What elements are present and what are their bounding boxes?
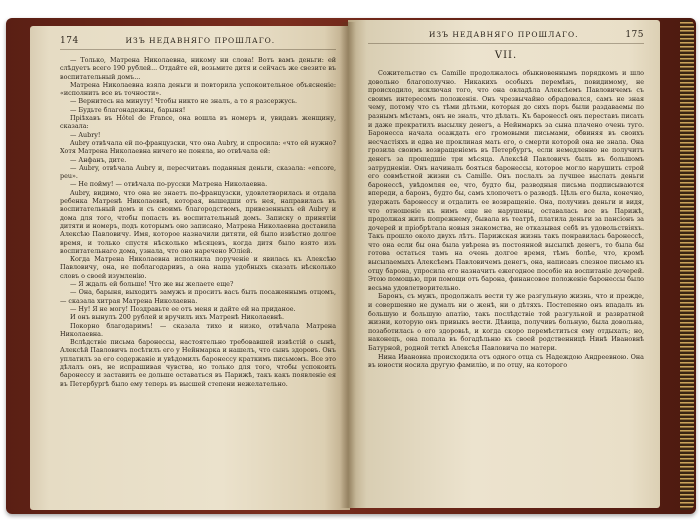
right-page-text xyxy=(368,69,644,370)
left-page-number: 174 xyxy=(60,36,79,46)
right-page-header xyxy=(368,30,644,44)
paragraph: — Анфанъ, дите. xyxy=(70,155,127,164)
paragraph: — Только, Матрена Николаевна, никому ни слова! Вотъ вамъ деньги: ей слѣдуетъ всего 190 рублей... Отдайте ей, возьмите дитя и сейчасъ же свезите въ воспитательный домъ... xyxy=(60,56,336,81)
paragraph: — Aubry, отвѣчала Aubry и, пересчитавъ поданныя деньги, сказала: «encore, peu». xyxy=(60,163,336,181)
right-page-number: 175 xyxy=(625,30,644,40)
paragraph: — Aubry! xyxy=(70,130,101,139)
left-page-header xyxy=(60,36,336,50)
paragraph: — Ну! Я не могу! Поздравьте ее отъ меня и дайте ей на приданое. xyxy=(70,304,296,313)
paragraph: Нина Ивановна происходила отъ одного отца съ Надеждою Андреевною. Она въ юности носила другую фамилію, и по отцу, на которого xyxy=(368,352,644,370)
paragraph: Баронъ, съ мужъ, продолжалъ вести ту же разгульную жизнь, что и прежде, и совершенно не думалъ ни о женѣ, ни о дѣтяхъ. Постепенно онъ впадалъ въ большую и большую апатію, такъ послѣдствіе той разгульной и развратной жизни, которую онъ привыкъ вести. Дѣвица, получивъ больную, была довольна, позаботилась о его здоровьѣ, и когда скоро перемѣститься ему отдыхать; но, наконецъ, она попала въ богадѣльню къ своей родственницѣ Нинѣ Ивановнѣ Батурной, родной теткѣ Алексѣя Павловича по матери. xyxy=(368,292,644,352)
left-running-head: ИЗЪ НЕДАВНЯГО ПРОШЛАГО. xyxy=(125,36,276,45)
paragraph: Когда Матрена Николаевна исполнила порученіе и явилась къ Алексѣю Павловичу, она, не поблагодаривъ, а она наша удобныхъ сказать нѣсколько словъ о своей изумленію. xyxy=(60,255,336,280)
paragraph: — Она, барыня, выходитъ замужъ и проситъ васъ быть посаженнымъ отцомъ, — сказала хитрая Матрена Николаевна. xyxy=(60,288,336,305)
paragraph: Пріѣхавъ въ Hôtel de France, она вошла въ номеръ и, увидавъ женщину, сказала: xyxy=(60,114,336,131)
paragraph: Сожительство съ Camille продолжалось обыкновеннымъ порядкомъ и шло довольно благополучно. Никакихъ особыхъ перемѣнъ, повидимому, не происходило, исключая того, что она овладѣла Алексѣемъ Павловичемъ съ своимъ интересомъ положенія. Онъ чрезвычайно обрадовался, самъ не зная чему, потому что съ тѣми дѣтьми, которыя до сихъ поръ были раздаваемы по разнымъ мѣстамъ, онъ не зналъ, что дѣлать. Къ баронессѣ онъ переставъ писать и даже прекратилъ высылку денегъ, а Нейнмаркъ за сына плачено очень туго. Баронесса начала осаждать его громовыми письмами, обвиняя въ своихъ несчастіяхъ и едва не проклиная мать его, о смерти которой она не знала. Она грозила своимъ возвращеніемъ въ Петербургъ, если немедленно не получитъ денегъ за прошедшіе три мѣсяца. Алексѣй Павловичъ былъ въ большомъ затрудненіи. Онъ начиналъ бояться баронессы, которое могло нарушить строй его совмѣстной жизни съ Camille. Онъ послалъ за лучшее выслать деньги баронессѣ, увѣдомляя ее, что, будто бы, разводныя письма подписываются впереди, а баронъ, будто бы, самъ хлопочетъ о разводѣ. Цѣль его была, конечно, удержать баронессу и отдалить ее возвращеніе. Она, получивъ деньги и видя, что отношеніе къ нимъ еще не нарушены, оставалась все въ Парижѣ, продолжая жить попрежнему, бывала въ театрѣ, платила деньги за пансіонъ за дочерей и пріобрѣтала новыя знакомства, не отказывая себѣ въ удовольствіяхъ. Такъ прошло около двухъ лѣтъ. Парижская жизнь такъ понравилась баронессѣ, что она если бы она была увѣрена въ постоянной высылкѣ денегъ, то была бы готова остаться тамъ на очень долгое время, тѣмъ болѣе, что, кромѣ высылаемыхъ Алексѣемъ Павловичемъ денегъ, она, написавъ слезное письмо къ отцу барона, упросила его назначить ежегодное пособіе на воспитаніе дочерей. Этою помощью, при помощи отъ барона, финансовое положеніе баронессы было весьма удовлетворительно. xyxy=(368,69,644,292)
right-running-head: ИЗЪ НЕДАВНЯГО ПРОШЛАГО. xyxy=(428,30,579,39)
book-gutter xyxy=(340,22,356,508)
paragraph: — Будьте благонадежны, барыня! xyxy=(70,105,186,114)
paragraph: — Не пойму! — отвѣчала по-русски Матрена Николаевна. xyxy=(70,180,268,189)
paragraph: Вслѣдствіе письма баронессы, настоятельно требовавшей извѣстій о сынѣ, Алексѣй Павловичъ посѣтилъ его у Нейнмарка и нашелъ, что сынъ здоровъ. Онъ уплатилъ за его содержаніе и увѣдомилъ баронессу краткимъ письмомъ. Все это дѣлалъ онъ, не испрашивая чувства, но только для того, чтобы успокоить баронессу и заставить ее дольше оставаться въ Парижѣ, такъ какъ появленіе ея въ Петербургѣ было ему теперь въ высшей степени нежелательно. xyxy=(60,338,336,388)
paragraph: И онъ вынулъ 200 рублей и вручилъ ихъ Матренѣ Николаевнѣ. xyxy=(70,313,285,322)
chapter-heading: VII. xyxy=(494,50,518,61)
left-page xyxy=(30,26,350,510)
paragraph: Покорно благодаримъ! — сказала тихо и низко, отвѣчала Матрена Николаевна. xyxy=(60,321,336,338)
paragraph: Aubry отвѣчала ей по-французски, что она Aubry, и спросила: «что ей нужно? Хотя Матрена Николаевна ничего не поняла, но отвѣчала ей: xyxy=(60,138,336,156)
right-page xyxy=(348,20,660,508)
paragraph: Матрена Николаевна взяла деньги и повторила успокоительное объясненіе: «исполнить все въ точности». xyxy=(60,80,336,98)
page-block-edge xyxy=(680,20,694,510)
paragraph: — Вернитесь на минуту! Чтобы никто не зналъ, а то я разсержусь. xyxy=(70,97,298,106)
paragraph: — Я ждалъ ей больше! Что же вы желаете еще? xyxy=(70,280,234,289)
paragraph: Aubry, видимо, что она не знаетъ по-французски, удовлетворилась и отдала ребенка Матренѣ Николаевнѣ, которая, вышедши отъ нея, направилась въ воспитательный домъ и съ своимъ благородствомъ, привезенныхъ ей Aubry и дома для того, чтобы попасть въ воспитательный домъ. Записку о принятіи дитяти и номеръ, подъ которымъ оно записано, Матрена Николаевна доставила Алексѣю Павловичу. Имя, которое назначили дитяти, ей было извѣстно долгое время, и только спустя нѣсколько мѣсяцевъ, когда дитя было взято изъ воспитательнаго дома, узнала, что оно наречено Юліей. xyxy=(60,188,336,255)
left-page-text xyxy=(60,56,336,388)
